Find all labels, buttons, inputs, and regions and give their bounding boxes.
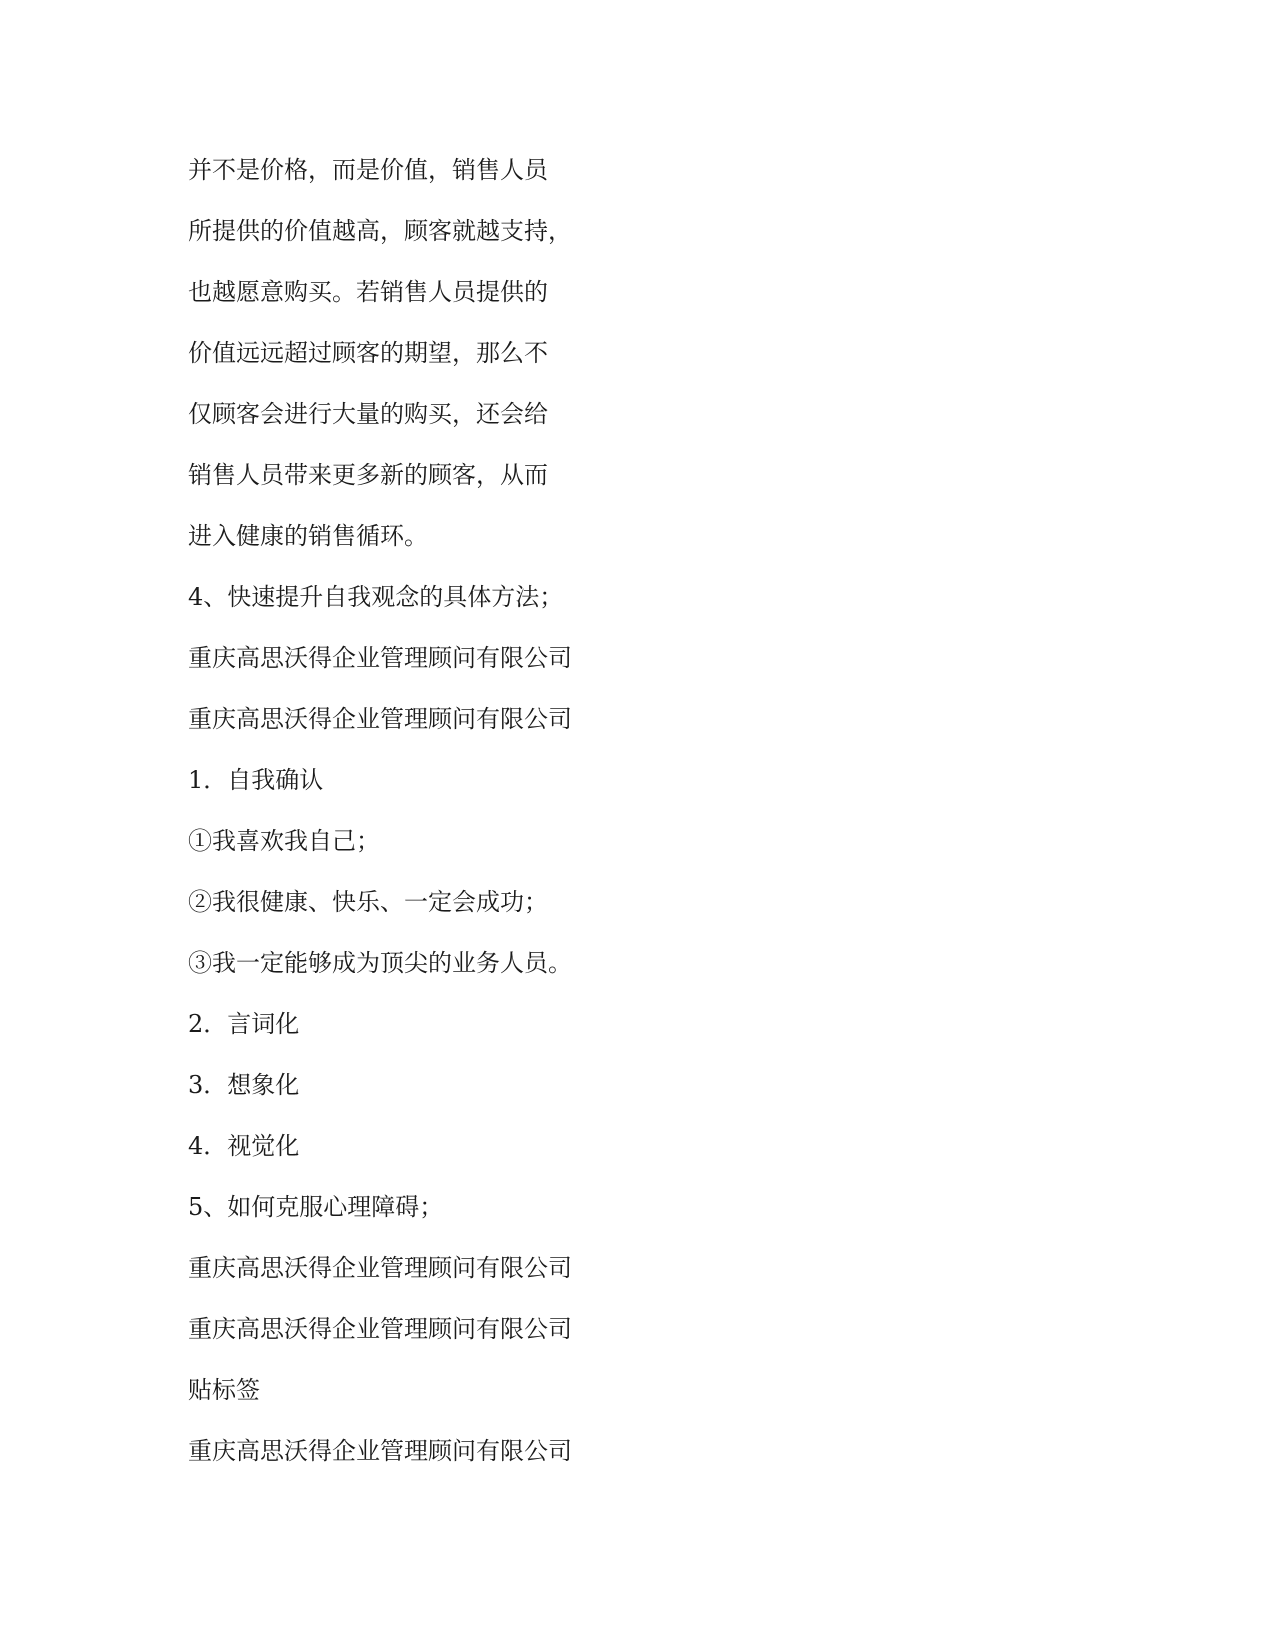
sub-list-item: ③我一定能够成为顶尖的业务人员。 — [188, 949, 572, 977]
body-text-line: 销售人员带来更多新的顾客，从而 — [188, 461, 548, 489]
sub-list-item: ①我喜欢我自己； — [188, 827, 380, 855]
list-item: 2．言词化 — [188, 1010, 300, 1038]
body-text-line: 也越愿意购买。若销售人员提供的 — [188, 278, 548, 306]
company-name-line: 重庆高思沃得企业管理顾问有限公司 — [188, 644, 572, 672]
list-item: 4．视觉化 — [188, 1132, 300, 1160]
company-name-line: 重庆高思沃得企业管理顾问有限公司 — [188, 1437, 572, 1465]
company-name-line: 重庆高思沃得企业管理顾问有限公司 — [188, 705, 572, 733]
company-name-line: 重庆高思沃得企业管理顾问有限公司 — [188, 1315, 572, 1343]
document-body — [188, 140, 888, 1482]
body-text-line: 并不是价格，而是价值，销售人员 — [188, 156, 548, 184]
list-item: 3．想象化 — [188, 1071, 300, 1099]
section-heading: 5、如何克服心理障碍； — [188, 1193, 444, 1221]
body-text-line: 所提供的价值越高，顾客就越支持， — [188, 217, 572, 245]
body-text-line: 仅顾客会进行大量的购买，还会给 — [188, 400, 548, 428]
company-name-line: 重庆高思沃得企业管理顾问有限公司 — [188, 1254, 572, 1282]
section-heading: 4、快速提升自我观念的具体方法； — [188, 583, 564, 611]
body-text-line: 贴标签 — [188, 1376, 260, 1404]
body-text-line: 价值远远超过顾客的期望，那么不 — [188, 339, 548, 367]
list-item: 1．自我确认 — [188, 766, 324, 794]
body-text-line: 进入健康的销售循环。 — [188, 522, 428, 550]
sub-list-item: ②我很健康、快乐、一定会成功； — [188, 888, 548, 916]
